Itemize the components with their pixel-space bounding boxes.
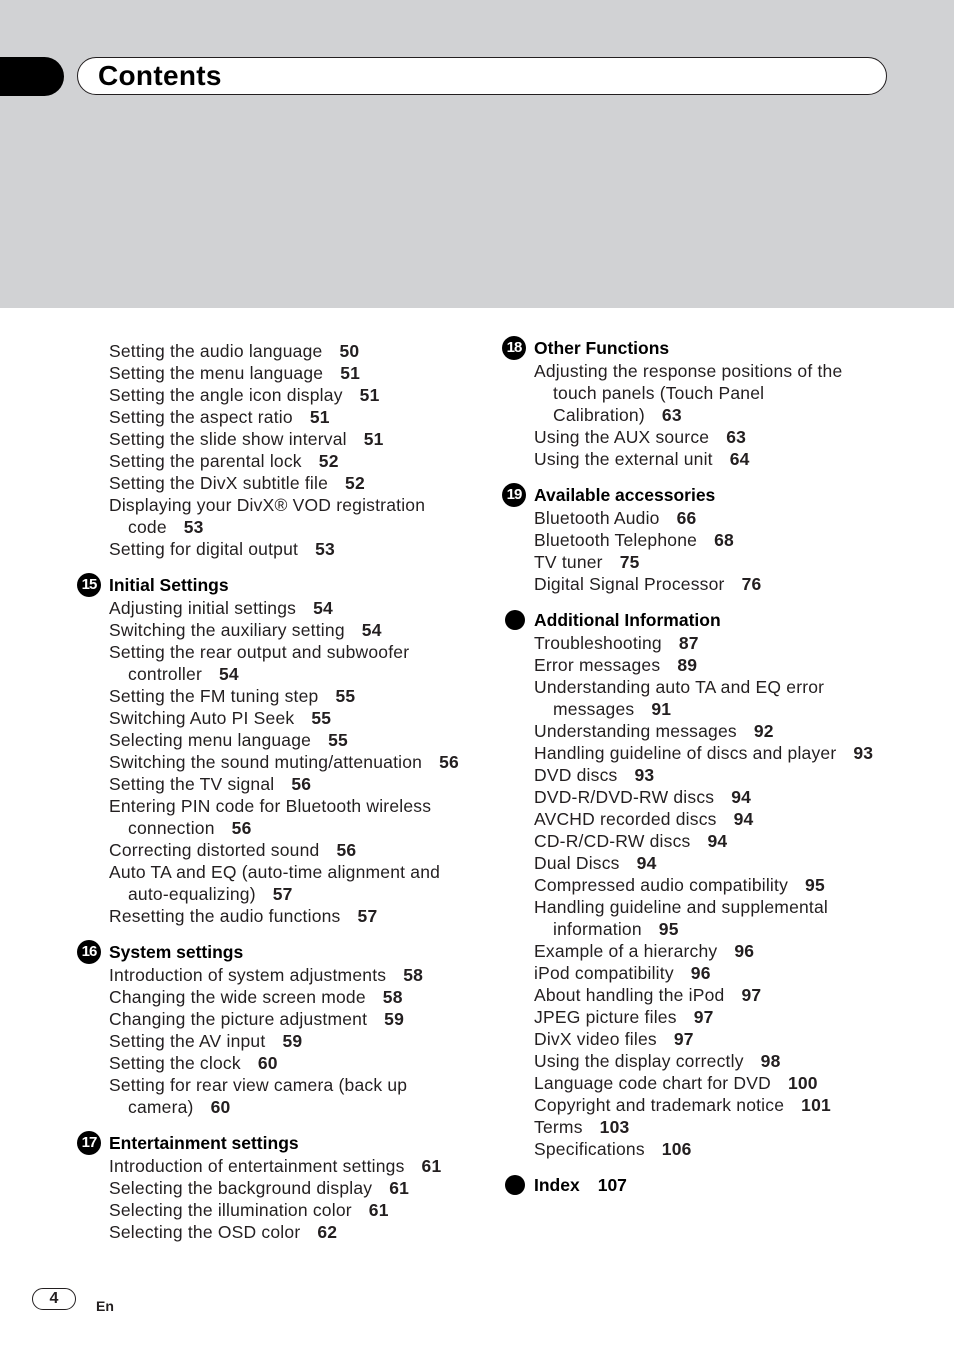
- toc-entry-page: 94: [731, 787, 752, 807]
- toc-entry-text: controller: [128, 664, 202, 684]
- toc-entry-page: 56: [231, 818, 252, 838]
- section-tab-marker: [0, 57, 64, 96]
- toc-entry[interactable]: [109, 964, 423, 986]
- toc-entry-text: Error messages: [534, 655, 661, 675]
- toc-entry-text: Setting the TV signal: [109, 774, 275, 794]
- toc-entry-text: Understanding messages: [534, 721, 737, 741]
- toc-entry-text: Copyright and trademark notice: [534, 1095, 785, 1115]
- toc-entry-page: 96: [734, 941, 755, 961]
- toc-entry-text: Using the external unit: [534, 449, 713, 469]
- header-band: [0, 0, 954, 308]
- toc-entry-text: Compressed audio compatibility: [534, 875, 789, 895]
- section-bullet-icon: [505, 610, 525, 630]
- toc-entry[interactable]: [128, 663, 239, 685]
- section-number-badge: 15: [77, 573, 101, 597]
- toc-entry-text: Digital Signal Processor: [534, 574, 725, 594]
- page-number: 4: [32, 1288, 76, 1310]
- section-heading[interactable]: [534, 1174, 627, 1196]
- toc-entry-text: Changing the wide screen mode: [109, 987, 366, 1007]
- toc-entry[interactable]: [109, 619, 382, 641]
- toc-entry-text: Setting the clock: [109, 1053, 241, 1073]
- toc-entry-text: Entering PIN code for Bluetooth wireless: [109, 796, 432, 816]
- toc-entry[interactable]: [534, 632, 699, 654]
- toc-entry-text: Adjusting the response positions of the: [534, 361, 843, 381]
- toc-entry-page: 55: [335, 686, 356, 706]
- toc-entry-text: information: [553, 919, 642, 939]
- toc-entry-text: messages: [553, 699, 635, 719]
- toc-entry-page: 54: [361, 620, 382, 640]
- toc-entry-page: 68: [714, 530, 734, 550]
- toc-entry-text: Selecting the illumination color: [109, 1200, 352, 1220]
- toc-entry[interactable]: [109, 773, 311, 795]
- toc-entry-text: Selecting the OSD color: [109, 1222, 301, 1242]
- toc-entry[interactable]: [534, 1138, 692, 1160]
- toc-entry[interactable]: [109, 340, 359, 362]
- toc-entry-text: Using the display correctly: [534, 1051, 744, 1071]
- toc-entry-text: Introduction of system adjustments: [109, 965, 387, 985]
- toc-entry-text: Resetting the audio functions: [109, 906, 341, 926]
- section-heading[interactable]: [109, 1132, 299, 1154]
- toc-entry-text: Setting the angle icon display: [109, 385, 343, 405]
- toc-entry-page: 87: [678, 633, 699, 653]
- toc-entry[interactable]: [109, 1030, 302, 1052]
- toc-entry-page: 57: [272, 884, 293, 904]
- toc-entry-page: 62: [317, 1222, 338, 1242]
- section-heading[interactable]: [534, 484, 715, 506]
- toc-entry-text: Dual Discs: [534, 853, 620, 873]
- toc-entry[interactable]: [534, 1116, 629, 1138]
- toc-entry-text: auto-equalizing): [128, 884, 256, 904]
- toc-entry-text: Setting the audio language: [109, 341, 323, 361]
- toc-entry[interactable]: [534, 1072, 818, 1094]
- toc-entry-text: Handling guideline and supplemental: [534, 897, 829, 917]
- toc-entry[interactable]: [109, 450, 339, 472]
- toc-entry-page: 53: [315, 539, 335, 559]
- toc-entry[interactable]: [109, 1221, 337, 1243]
- toc-entry-text: About handling the iPod: [534, 985, 725, 1005]
- toc-entry-page: 75: [619, 552, 640, 572]
- toc-entry-text: JPEG picture files: [534, 1007, 677, 1027]
- toc-entry[interactable]: [534, 830, 727, 852]
- toc-entry-text: Calibration): [553, 405, 645, 425]
- toc-entry[interactable]: [128, 883, 293, 905]
- toc-entry-page: 51: [359, 385, 380, 405]
- toc-entry[interactable]: [109, 751, 459, 773]
- toc-entry-text: Adjusting initial settings: [109, 598, 297, 618]
- toc-entry-text: Setting the aspect ratio: [109, 407, 293, 427]
- toc-entry[interactable]: [534, 654, 697, 676]
- toc-entry[interactable]: [534, 742, 873, 764]
- toc-entry-text: touch panels (Touch Panel: [553, 383, 765, 403]
- toc-entry-text: Setting the slide show interval: [109, 429, 347, 449]
- toc-entry[interactable]: [534, 529, 734, 551]
- toc-entry[interactable]: [534, 551, 640, 573]
- toc-entry-page: 103: [599, 1117, 630, 1137]
- toc-entry-text: Setting the DivX subtitle file: [109, 473, 329, 493]
- toc-entry-page: 95: [805, 875, 825, 895]
- toc-entry-page: 60: [257, 1053, 278, 1073]
- toc-entry-text: Setting the FM tuning step: [109, 686, 319, 706]
- toc-entry[interactable]: [534, 852, 657, 874]
- toc-entry-text: Auto TA and EQ (auto-time alignment and: [109, 862, 441, 882]
- toc-entry-page: 92: [753, 721, 774, 741]
- toc-entry-page: 64: [729, 449, 750, 469]
- toc-entry-text: CD-R/CD-RW discs: [534, 831, 691, 851]
- toc-entry[interactable]: [534, 962, 711, 984]
- section-heading-text: Other Functions: [534, 338, 670, 358]
- toc-entry[interactable]: [109, 839, 356, 861]
- toc-entry-text: Switching Auto PI Seek: [109, 708, 295, 728]
- toc-entry[interactable]: [109, 1177, 409, 1199]
- toc-entry-text: Example of a hierarchy: [534, 941, 718, 961]
- toc-entry-page: 56: [336, 840, 357, 860]
- toc-entry-page: 57: [357, 906, 378, 926]
- toc-entry[interactable]: [128, 1096, 230, 1118]
- toc-entry[interactable]: [534, 426, 746, 448]
- section-number-badge: 17: [77, 1131, 101, 1155]
- toc-entry-text: Switching the auxiliary setting: [109, 620, 345, 640]
- toc-entry-text: Introduction of entertainment settings: [109, 1156, 405, 1176]
- toc-entry-text: Displaying your DivX® VOD registration: [109, 495, 426, 515]
- toc-entry[interactable]: [534, 984, 761, 1006]
- toc-entry-text: Bluetooth Telephone: [534, 530, 698, 550]
- section-heading-text: Initial Settings: [109, 575, 229, 595]
- toc-entry-page: 63: [661, 405, 682, 425]
- section-heading[interactable]: [109, 941, 243, 963]
- section-heading-text: Index: [534, 1175, 580, 1195]
- toc-entry[interactable]: [109, 905, 377, 927]
- toc-entry-page: 91: [651, 699, 672, 719]
- toc-entry[interactable]: [534, 1006, 714, 1028]
- toc-entry[interactable]: [534, 808, 754, 830]
- toc-entry-page: 63: [726, 427, 747, 447]
- toc-entry-text: Troubleshooting: [534, 633, 662, 653]
- toc-entry-page: 95: [658, 919, 679, 939]
- section-heading[interactable]: [534, 609, 721, 631]
- toc-entry-page: 58: [382, 987, 403, 1007]
- title-bar: [77, 57, 887, 95]
- toc-entry-text: Specifications: [534, 1139, 645, 1159]
- toc-entry[interactable]: [109, 986, 403, 1008]
- toc-entry[interactable]: [109, 597, 333, 619]
- toc-entry-page: 94: [733, 809, 754, 829]
- section-heading-text: Available accessories: [534, 485, 716, 505]
- toc-entry-text: connection: [128, 818, 215, 838]
- toc-entry-page: 52: [345, 473, 365, 493]
- toc-entry[interactable]: [109, 472, 365, 494]
- toc-entry-page: 56: [291, 774, 312, 794]
- toc-entry[interactable]: [109, 1155, 441, 1177]
- toc-entry[interactable]: [534, 573, 761, 595]
- toc-entry-text: Understanding auto TA and EQ error: [534, 677, 825, 697]
- toc-entry-text: iPod compatibility: [534, 963, 674, 983]
- toc-entry-text: code: [128, 517, 167, 537]
- toc-entry[interactable]: [109, 707, 331, 729]
- toc-entry-text: Selecting menu language: [109, 730, 312, 750]
- toc-entry-page: 76: [741, 574, 762, 594]
- toc-entry-text: DVD-R/DVD-RW discs: [534, 787, 715, 807]
- toc-entry-page: 94: [636, 853, 657, 873]
- toc-entry[interactable]: [534, 764, 654, 786]
- toc-entry-text: DivX video files: [534, 1029, 657, 1049]
- toc-entry[interactable]: [534, 896, 828, 918]
- toc-entry-page: 89: [677, 655, 698, 675]
- language-label: En: [96, 1298, 114, 1314]
- section-bullet-icon: [505, 1175, 525, 1195]
- toc-entry-text: DVD discs: [534, 765, 618, 785]
- toc-entry[interactable]: [109, 494, 425, 516]
- toc-entry[interactable]: [534, 720, 774, 742]
- toc-entry-page: 66: [676, 508, 697, 528]
- toc-entry-page: 97: [673, 1029, 694, 1049]
- section-heading-text: Entertainment settings: [109, 1133, 299, 1153]
- toc-entry-text: Setting the AV input: [109, 1031, 266, 1051]
- page-title: Contents: [98, 60, 222, 91]
- toc-entry-text: Setting for rear view camera (back up: [109, 1075, 408, 1095]
- toc-entry[interactable]: [534, 1050, 781, 1072]
- toc-entry-text: Using the AUX source: [534, 427, 710, 447]
- toc-entry[interactable]: [534, 360, 842, 382]
- section-heading-page: 107: [597, 1175, 627, 1195]
- toc-entry[interactable]: [109, 641, 409, 663]
- toc-entry-page: 61: [368, 1200, 389, 1220]
- toc-entry-page: 50: [339, 341, 360, 361]
- toc-entry-page: 106: [661, 1139, 692, 1159]
- toc-entry-page: 58: [403, 965, 424, 985]
- section-heading-text: System settings: [109, 942, 244, 962]
- toc-entry-page: 59: [282, 1031, 303, 1051]
- toc-entry-page: 61: [389, 1178, 410, 1198]
- toc-entry[interactable]: [553, 382, 764, 404]
- toc-entry[interactable]: [534, 874, 825, 896]
- toc-entry-text: Terms: [534, 1117, 583, 1137]
- toc-entry-page: 51: [363, 429, 384, 449]
- toc-entry[interactable]: [109, 428, 384, 450]
- toc-entry-text: Setting the parental lock: [109, 451, 302, 471]
- toc-entry-page: 55: [328, 730, 348, 750]
- toc-entry[interactable]: [109, 362, 360, 384]
- section-number-badge: 18: [502, 336, 526, 360]
- section-heading[interactable]: [109, 574, 229, 596]
- toc-entry[interactable]: [534, 940, 754, 962]
- toc-entry-page: 53: [183, 517, 204, 537]
- toc-entry-page: 52: [318, 451, 339, 471]
- toc-entry-page: 55: [311, 708, 332, 728]
- toc-entry[interactable]: [109, 685, 355, 707]
- toc-entry-text: TV tuner: [534, 552, 603, 572]
- toc-entry-page: 56: [439, 752, 459, 772]
- toc-entry-text: AVCHD recorded discs: [534, 809, 717, 829]
- toc-entry-page: 98: [760, 1051, 781, 1071]
- toc-entry[interactable]: [128, 817, 252, 839]
- toc-entry[interactable]: [553, 698, 671, 720]
- toc-entry-page: 97: [741, 985, 762, 1005]
- toc-entry[interactable]: [534, 448, 750, 470]
- toc-entry-text: Language code chart for DVD: [534, 1073, 771, 1093]
- section-heading-text: Additional Information: [534, 610, 721, 630]
- toc-entry-page: 60: [210, 1097, 231, 1117]
- toc-entry[interactable]: [109, 1008, 404, 1030]
- toc-entry-text: Setting the rear output and subwoofer: [109, 642, 410, 662]
- toc-entry-page: 101: [801, 1095, 831, 1115]
- toc-entry[interactable]: [109, 1199, 389, 1221]
- toc-entry[interactable]: [553, 918, 679, 940]
- toc-entry-page: 54: [218, 664, 239, 684]
- toc-entry-text: Handling guideline of discs and player: [534, 743, 837, 763]
- toc-entry[interactable]: [109, 795, 431, 817]
- toc-entry-page: 100: [787, 1073, 818, 1093]
- section-number-badge: 16: [77, 940, 101, 964]
- toc-entry-text: Changing the picture adjustment: [109, 1009, 368, 1029]
- toc-entry-page: 61: [421, 1156, 442, 1176]
- toc-entry-page: 93: [634, 765, 655, 785]
- toc-entry[interactable]: [553, 404, 682, 426]
- toc-entry-text: Setting the menu language: [109, 363, 324, 383]
- toc-entry-text: camera): [128, 1097, 194, 1117]
- toc-entry-page: 51: [340, 363, 361, 383]
- toc-entry-page: 94: [707, 831, 728, 851]
- toc-entry-text: Selecting the background display: [109, 1178, 373, 1198]
- toc-entry[interactable]: [534, 1094, 831, 1116]
- toc-entry[interactable]: [109, 384, 380, 406]
- toc-entry-text: Setting for digital output: [109, 539, 299, 559]
- toc-entry[interactable]: [109, 1074, 407, 1096]
- toc-entry-page: 51: [309, 407, 330, 427]
- toc-entry[interactable]: [109, 729, 348, 751]
- toc-entry-page: 93: [853, 743, 874, 763]
- toc-entry[interactable]: [109, 861, 440, 883]
- toc-entry-text: Bluetooth Audio: [534, 508, 660, 528]
- toc-entry[interactable]: [109, 406, 330, 428]
- toc-entry-page: 96: [690, 963, 711, 983]
- toc-entry-page: 59: [384, 1009, 405, 1029]
- toc-entry[interactable]: [534, 786, 751, 808]
- toc-entry[interactable]: [109, 1052, 278, 1074]
- toc-entry[interactable]: [109, 538, 335, 560]
- toc-entry[interactable]: [534, 1028, 694, 1050]
- toc-entry[interactable]: [534, 676, 824, 698]
- toc-entry[interactable]: [128, 516, 204, 538]
- toc-entry-page: 54: [313, 598, 333, 618]
- toc-entry[interactable]: [534, 507, 696, 529]
- section-heading[interactable]: [534, 337, 669, 359]
- toc-entry-page: 97: [693, 1007, 714, 1027]
- section-number-badge: 19: [502, 483, 526, 507]
- toc-entry-text: Switching the sound muting/attenuation: [109, 752, 423, 772]
- toc-entry-text: Correcting distorted sound: [109, 840, 320, 860]
